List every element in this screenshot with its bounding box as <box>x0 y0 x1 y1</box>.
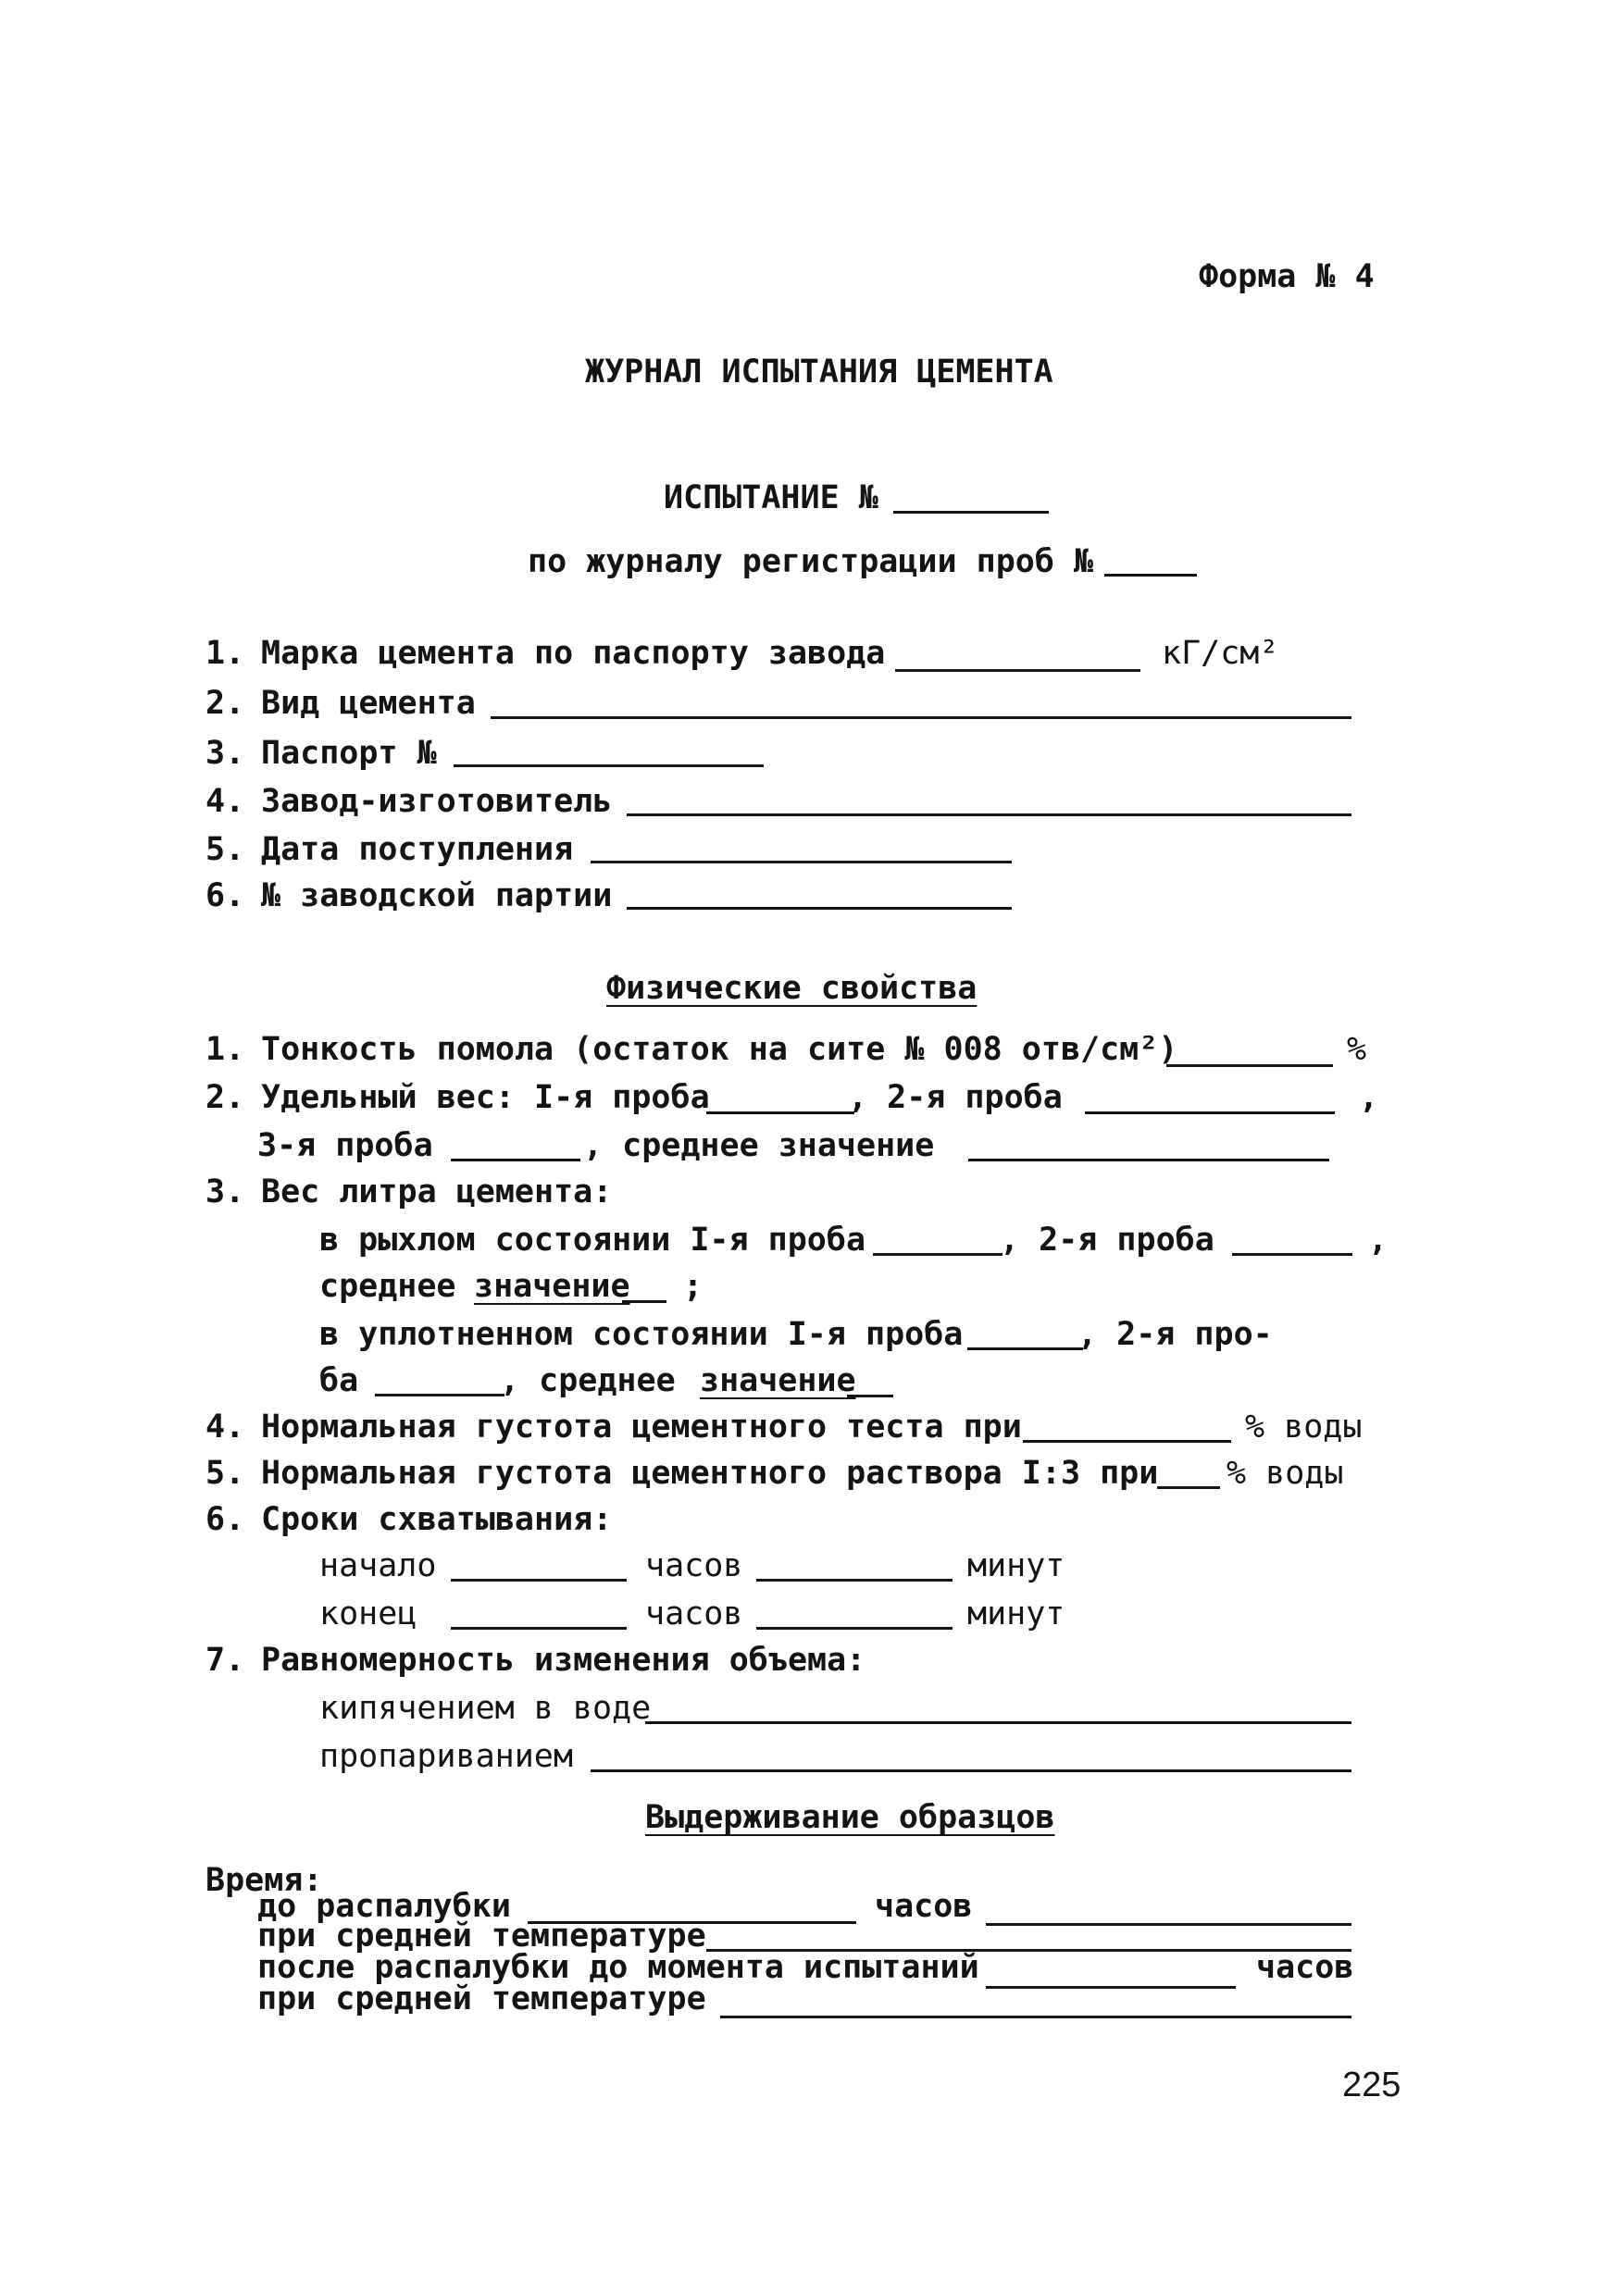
after-stripping-field[interactable] <box>986 1986 1236 1989</box>
manufacturer-field[interactable] <box>627 813 1351 816</box>
boiling-label: кипячением в воде <box>319 1690 652 1727</box>
item-batch-number: 6. № заводской партии <box>205 877 613 914</box>
item-passport: 3. Паспорт № <box>205 735 437 772</box>
setting-start-hours-label: часов <box>645 1547 743 1584</box>
loose-average-label: среднее <box>319 1268 456 1305</box>
steaming-field[interactable] <box>591 1769 1351 1772</box>
item-liter-weight: 3. Вес литра цемента: <box>205 1173 613 1210</box>
specific-weight-comma: , <box>1359 1079 1379 1116</box>
setting-start-label: начало <box>319 1547 437 1584</box>
dense-state-label: в уплотненном состоянии I-я проба <box>319 1316 964 1353</box>
dense-sample1-field[interactable] <box>967 1347 1083 1350</box>
item-setting-time: 6. Сроки схватывания: <box>205 1501 613 1538</box>
dense-average-label: , среднее <box>500 1362 676 1399</box>
avg-temperature2-label: при средней температуре <box>257 1980 706 2017</box>
before-stripping-hours-field[interactable] <box>986 1923 1351 1926</box>
specific-weight-average-label: , среднее значение <box>583 1127 935 1164</box>
journal-title: ЖУРНАЛ ИСПЫТАНИЯ ЦЕМЕНТА <box>585 354 1053 391</box>
item-mortar-consistency: 5. Нормальная густота цементного раствора I:3 при <box>205 1455 1159 1492</box>
dense-average-field[interactable] <box>847 1395 893 1397</box>
avg-temperature-label: при средней температуре <box>257 1917 706 1955</box>
loose-state-label: в рыхлом состоянии I-я проба <box>319 1222 866 1259</box>
loose-sample1-field[interactable] <box>873 1253 1003 1256</box>
time-label: Время: <box>205 1862 323 1899</box>
loose-semicolon: ; <box>683 1268 704 1305</box>
loose-comma: , <box>1368 1222 1389 1259</box>
setting-end-minutes-field[interactable] <box>756 1627 953 1630</box>
item-receipt-date: 5. Дата поступления <box>205 831 574 868</box>
physical-properties-heading: Физические свойства <box>606 970 978 1007</box>
test-number-field[interactable] <box>893 511 1049 514</box>
after-stripping-label: после распалубки до момента испытаний <box>257 1949 979 1986</box>
setting-start-hours-field[interactable] <box>451 1579 627 1582</box>
fineness-field[interactable] <box>1166 1064 1333 1067</box>
setting-start-minutes-label: минут <box>967 1547 1065 1584</box>
dense-sample2-field[interactable] <box>375 1394 504 1396</box>
receipt-date-field[interactable] <box>591 861 1012 863</box>
item-paste-consistency: 4. Нормальная густота цементного теста при <box>205 1409 1022 1446</box>
fineness-unit: % <box>1347 1031 1367 1068</box>
cement-grade-field[interactable] <box>895 669 1140 672</box>
cement-grade-unit: кГ/см² <box>1162 635 1279 672</box>
item-cement-type: 2. Вид цемента <box>205 685 476 722</box>
steaming-label: пропариванием <box>319 1738 573 1775</box>
item-volume-stability: 7. Равномерность изменения объема: <box>205 1642 866 1679</box>
paste-consistency-unit: % воды <box>1245 1409 1363 1446</box>
item-cement-grade: 1. Марка цемента по паспорту завода <box>205 635 886 672</box>
specific-weight-sample3-label: 3-я проба <box>257 1127 433 1164</box>
test-number-label: ИСПЫТАНИЕ № <box>664 479 878 516</box>
item-fineness: 1. Тонкость помола (остаток на сите № 008 отв/см²) <box>205 1031 1178 1068</box>
before-stripping-hours-label: часов <box>875 1888 973 1925</box>
setting-end-hours-field[interactable] <box>451 1627 627 1630</box>
mortar-consistency-field[interactable] <box>1157 1486 1220 1489</box>
setting-end-hours-label: часов <box>645 1595 743 1632</box>
specific-weight-sample2-field[interactable] <box>1085 1111 1335 1114</box>
batch-number-field[interactable] <box>627 907 1012 910</box>
dense-average-value-label: значение <box>700 1362 856 1399</box>
page-number: 225 <box>1342 2066 1401 2104</box>
specific-weight-sample1-field[interactable] <box>706 1111 854 1114</box>
dense-sample2-label: , 2-я про- <box>1077 1316 1273 1353</box>
setting-end-minutes-label: минут <box>967 1595 1065 1632</box>
passport-field[interactable] <box>454 764 764 767</box>
curing-heading: Выдерживание образцов <box>645 1799 1055 1836</box>
setting-end-label: конец <box>319 1595 417 1632</box>
form-number: Форма № 4 <box>1199 258 1375 295</box>
paste-consistency-field[interactable] <box>1023 1440 1231 1443</box>
loose-sample2-field[interactable] <box>1232 1253 1352 1256</box>
loose-average-field[interactable] <box>622 1300 666 1303</box>
loose-average-value-label: значение <box>474 1268 630 1305</box>
cement-type-field[interactable] <box>491 716 1351 719</box>
loose-sample2-label: , 2-я проба <box>1000 1222 1214 1259</box>
mortar-consistency-unit: % воды <box>1227 1455 1344 1492</box>
item-manufacturer: 4. Завод-изготовитель <box>205 783 613 820</box>
item-specific-weight: 2. Удельный вес: I-я проба <box>205 1079 710 1116</box>
boiling-field[interactable] <box>645 1721 1351 1724</box>
registration-number-field[interactable] <box>1104 574 1197 577</box>
registration-number-label: по журналу регистрации проб № <box>528 543 1094 580</box>
specific-weight-sample2-label: , 2-я проба <box>848 1079 1063 1116</box>
dense-sample2-label-cont: ба <box>319 1362 359 1399</box>
avg-temperature2-field[interactable] <box>720 2016 1351 2018</box>
before-stripping-label: до распалубки <box>257 1888 511 1925</box>
specific-weight-average-field[interactable] <box>968 1159 1329 1161</box>
specific-weight-sample3-field[interactable] <box>451 1159 580 1161</box>
after-stripping-hours-label: часов <box>1256 1949 1354 1986</box>
setting-start-minutes-field[interactable] <box>756 1579 953 1582</box>
